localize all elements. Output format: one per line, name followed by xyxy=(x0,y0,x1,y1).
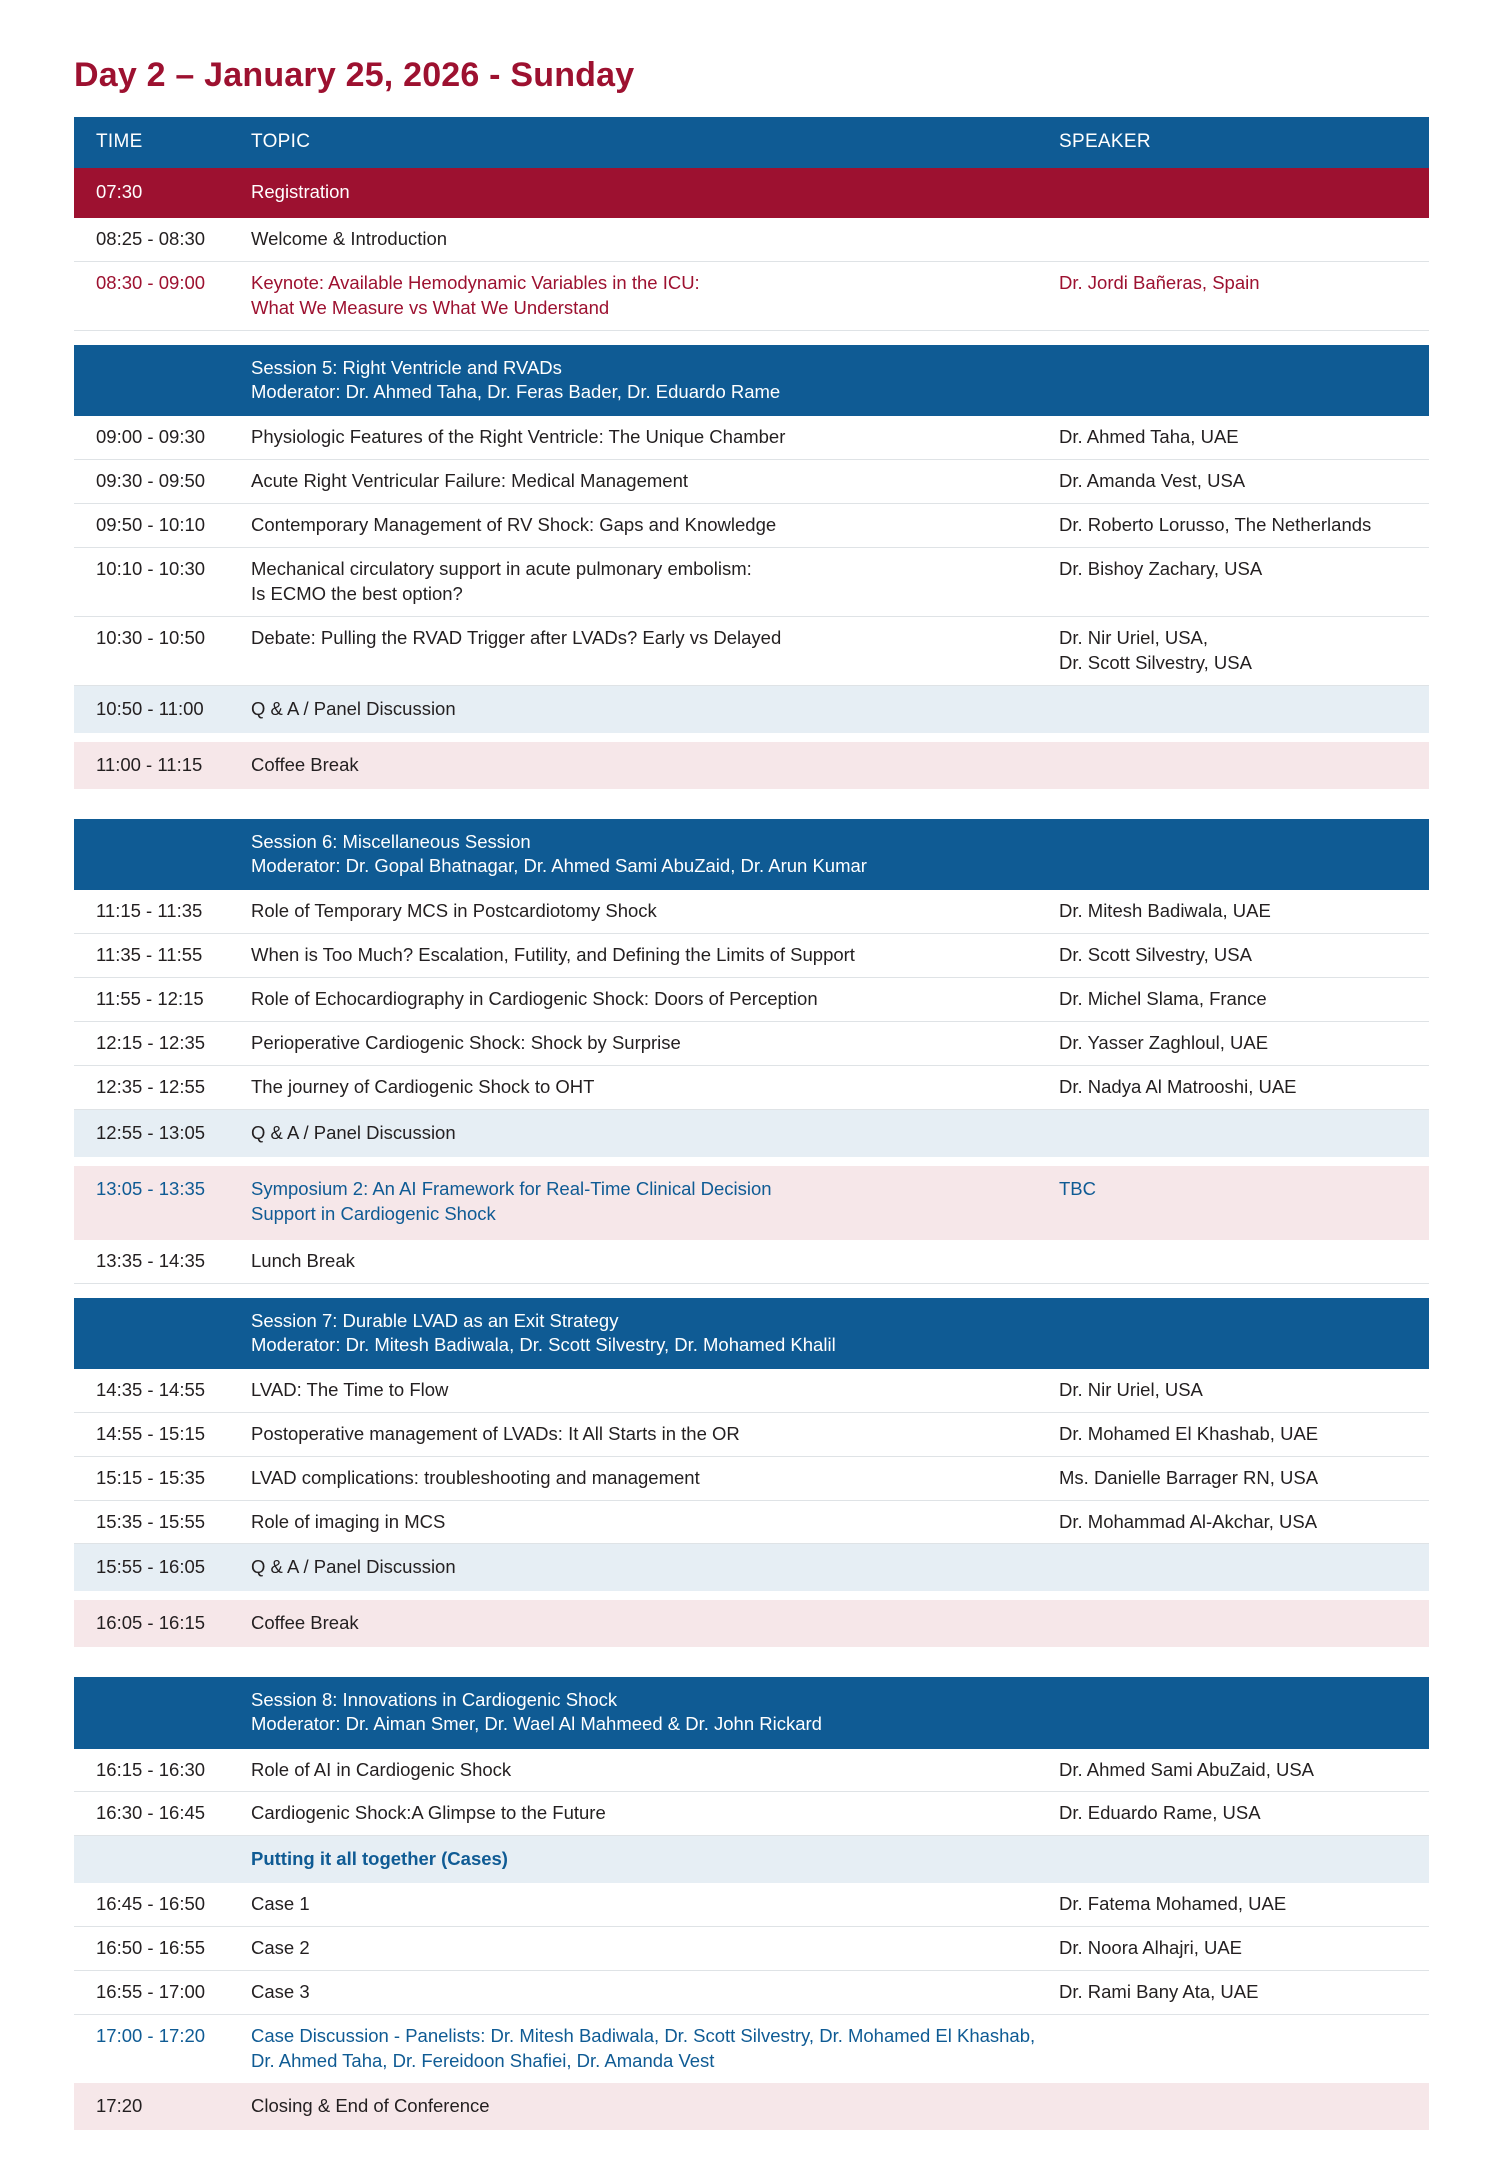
row-topic-line: Role of Temporary MCS in Postcardiotomy Shock xyxy=(251,899,657,921)
row-time: 12:15 - 12:35 xyxy=(74,1021,229,1065)
row-time: 16:15 - 16:30 xyxy=(74,1749,229,1792)
column-header-time: TIME xyxy=(74,117,229,168)
row-topic-line: Closing & End of Conference xyxy=(251,2095,490,2117)
row-time: 16:45 - 16:50 xyxy=(74,1883,229,1926)
table-row xyxy=(74,547,1429,616)
row-topic-line: Q & A / Panel Discussion xyxy=(251,697,456,719)
row-time: 09:30 - 09:50 xyxy=(74,459,229,503)
row-topic-line: Support in Cardiogenic Shock xyxy=(251,1202,496,1224)
row-spacer-cell xyxy=(74,789,1429,819)
session-band-row xyxy=(74,1677,1429,1748)
row-time: 16:50 - 16:55 xyxy=(74,1927,229,1971)
row-time: 11:15 - 11:35 xyxy=(74,890,229,933)
row-speaker xyxy=(1049,1412,1429,1456)
table-row xyxy=(74,1412,1429,1456)
row-topic xyxy=(229,685,1049,732)
row-spacer-cell xyxy=(74,733,1429,742)
row-spacer xyxy=(74,1647,1429,1677)
row-topic xyxy=(229,890,1049,933)
row-spacer-cell xyxy=(74,1647,1429,1677)
session-moderator: Moderator: Dr. Ahmed Taha, Dr. Feras Bader, Dr. Eduardo Rame xyxy=(251,380,781,402)
row-speaker xyxy=(1049,1883,1429,1926)
row-speaker xyxy=(1049,459,1429,503)
session-band-text xyxy=(229,345,1429,416)
row-topic xyxy=(229,1792,1049,1836)
row-spacer-cell xyxy=(74,330,1429,345)
table-row xyxy=(74,1500,1429,1544)
row-topic xyxy=(229,616,1049,685)
table-row xyxy=(74,1600,1429,1647)
row-topic xyxy=(229,1166,1049,1240)
row-speaker xyxy=(1049,1240,1429,1283)
row-topic xyxy=(229,1412,1049,1456)
row-speaker-line: Dr. Scott Silvestry, USA xyxy=(1059,943,1252,965)
session-band-row xyxy=(74,1298,1429,1369)
row-speaker-line: Dr. Michel Slama, France xyxy=(1059,987,1267,1009)
row-spacer-cell xyxy=(74,1157,1429,1166)
row-topic xyxy=(229,742,1049,789)
session-band-text xyxy=(229,819,1429,890)
row-speaker xyxy=(1049,890,1429,933)
row-speaker xyxy=(1049,1369,1429,1412)
row-time: 09:50 - 10:10 xyxy=(74,503,229,547)
table-row xyxy=(74,261,1429,330)
row-time: 15:55 - 16:05 xyxy=(74,1544,229,1591)
row-time: 13:05 - 13:35 xyxy=(74,1166,229,1240)
row-time: 15:35 - 15:55 xyxy=(74,1500,229,1544)
row-topic-line: Q & A / Panel Discussion xyxy=(251,1121,456,1143)
row-topic-line: Case 3 xyxy=(251,1981,310,2003)
row-topic xyxy=(229,1927,1049,1971)
session-title: Session 6: Miscellaneous Session xyxy=(251,830,531,852)
row-speaker-line: Dr. Mohamed El Khashab, UAE xyxy=(1059,1422,1319,1444)
row-topic xyxy=(229,547,1049,616)
row-spacer-cell xyxy=(74,1283,1429,1298)
row-topic xyxy=(229,1240,1049,1283)
row-topic-line: Contemporary Management of RV Shock: Gaps and Knowledge xyxy=(251,513,777,535)
session-band-row xyxy=(74,345,1429,416)
row-topic xyxy=(229,977,1049,1021)
row-topic xyxy=(229,261,1049,330)
row-time: 11:55 - 12:15 xyxy=(74,977,229,1021)
row-topic-line: Acute Right Ventricular Failure: Medical Management xyxy=(251,469,689,491)
session-moderator: Moderator: Dr. Mitesh Badiwala, Dr. Scott Silvestry, Dr. Mohamed Khalil xyxy=(251,1333,836,1355)
session-moderator: Moderator: Dr. Aiman Smer, Dr. Wael Al Mahmeed & Dr. John Rickard xyxy=(251,1713,822,1735)
row-speaker-line: Dr. Amanda Vest, USA xyxy=(1059,469,1246,491)
row-topic-line: Welcome & Introduction xyxy=(251,227,448,249)
row-speaker-line: Ms. Danielle Barrager RN, USA xyxy=(1059,1466,1319,1488)
table-row xyxy=(74,1883,1429,1926)
table-row xyxy=(74,1749,1429,1792)
row-topic xyxy=(229,1369,1049,1412)
table-row xyxy=(74,977,1429,1021)
table-row xyxy=(74,459,1429,503)
table-row xyxy=(74,616,1429,685)
row-spacer-cell xyxy=(74,1591,1429,1600)
row-speaker xyxy=(1049,1600,1429,1647)
row-topic-line: Role of imaging in MCS xyxy=(251,1510,446,1532)
row-speaker xyxy=(1049,742,1429,789)
row-speaker-line: Dr. Nir Uriel, USA xyxy=(1059,1378,1203,1400)
row-topic xyxy=(229,1065,1049,1109)
row-topic-line: Mechanical circulatory support in acute pulmonary embolism: xyxy=(251,557,752,579)
table-row xyxy=(74,1544,1429,1591)
row-time: 10:30 - 10:50 xyxy=(74,616,229,685)
row-topic-line: Coffee Break xyxy=(251,1612,359,1634)
row-topic-line: Debate: Pulling the RVAD Trigger after LVADs? Early vs Delayed xyxy=(251,626,782,648)
session-band-spacer xyxy=(74,345,229,416)
row-speaker-line: Dr. Rami Bany Ata, UAE xyxy=(1059,1981,1259,2003)
row-speaker xyxy=(1049,1456,1429,1500)
row-speaker xyxy=(1049,1021,1429,1065)
row-time: 08:25 - 08:30 xyxy=(74,218,229,261)
table-row xyxy=(74,1021,1429,1065)
table-row xyxy=(74,416,1429,459)
row-time: 12:35 - 12:55 xyxy=(74,1065,229,1109)
table-row xyxy=(74,168,1429,218)
row-topic xyxy=(229,1109,1049,1156)
column-header-topic: TOPIC xyxy=(229,117,1049,168)
row-spacer xyxy=(74,1157,1429,1166)
row-time: 10:50 - 11:00 xyxy=(74,685,229,732)
session-band-spacer xyxy=(74,1298,229,1369)
table-row xyxy=(74,685,1429,732)
page-title: Day 2 – January 25, 2026 - Sunday xyxy=(74,56,635,94)
row-speaker xyxy=(1049,1971,1429,2015)
session-title: Session 5: Right Ventricle and RVADs xyxy=(251,356,562,378)
row-speaker xyxy=(1049,2015,1429,2083)
row-topic-line: Perioperative Cardiogenic Shock: Shock by Surprise xyxy=(251,1031,681,1053)
row-speaker xyxy=(1049,1500,1429,1544)
row-speaker xyxy=(1049,503,1429,547)
row-speaker xyxy=(1049,616,1429,685)
row-spacer xyxy=(74,1283,1429,1298)
table-row xyxy=(74,1971,1429,2015)
row-topic xyxy=(229,2015,1049,2083)
session-title: Session 7: Durable LVAD as an Exit Strategy xyxy=(251,1309,619,1331)
row-topic xyxy=(229,1836,1049,1883)
row-topic-line: Symposium 2: An AI Framework for Real-Time Clinical Decision xyxy=(251,1177,772,1199)
row-speaker-line: Dr. Mitesh Badiwala, UAE xyxy=(1059,899,1271,921)
row-time: 13:35 - 14:35 xyxy=(74,1240,229,1283)
row-spacer xyxy=(74,330,1429,345)
row-topic xyxy=(229,1456,1049,1500)
row-time: 17:20 xyxy=(74,2083,229,2130)
row-speaker-line: Dr. Ahmed Taha, UAE xyxy=(1059,425,1239,447)
session-band-spacer xyxy=(74,819,229,890)
row-time: 16:05 - 16:15 xyxy=(74,1600,229,1647)
row-topic xyxy=(229,503,1049,547)
table-row xyxy=(74,2083,1429,2130)
row-topic xyxy=(229,416,1049,459)
row-topic xyxy=(229,218,1049,261)
row-topic-line: LVAD complications: troubleshooting and management xyxy=(251,1466,700,1488)
row-topic-line: When is Too Much? Escalation, Futility, and Defining the Limits of Support xyxy=(251,943,855,965)
row-spacer xyxy=(74,789,1429,819)
table-row xyxy=(74,933,1429,977)
table-row xyxy=(74,218,1429,261)
row-speaker-line: Dr. Fatema Mohamed, UAE xyxy=(1059,1893,1287,1915)
row-time: 17:00 - 17:20 xyxy=(96,2025,206,2047)
session-band-spacer xyxy=(74,1677,229,1748)
row-speaker xyxy=(1049,547,1429,616)
row-topic-line: Case 2 xyxy=(251,1937,310,1959)
row-topic-line: LVAD: The Time to Flow xyxy=(251,1378,449,1400)
row-topic xyxy=(229,2083,1049,2130)
row-topic xyxy=(229,1544,1049,1591)
row-topic-line: What We Measure vs What We Understand xyxy=(251,296,610,318)
row-time: 16:30 - 16:45 xyxy=(74,1792,229,1836)
row-topic xyxy=(229,459,1049,503)
table-row xyxy=(74,2015,1429,2083)
table-row xyxy=(74,503,1429,547)
row-speaker xyxy=(1049,1109,1429,1156)
table-row xyxy=(74,1166,1429,1240)
row-speaker xyxy=(1049,218,1429,261)
agenda-body xyxy=(74,168,1429,2130)
row-speaker-line: TBC xyxy=(1059,1177,1096,1199)
table-row xyxy=(74,1927,1429,1971)
row-time: 11:00 - 11:15 xyxy=(74,742,229,789)
row-speaker-line: Dr. Jordi Bañeras, Spain xyxy=(1059,271,1260,293)
row-speaker xyxy=(1049,977,1429,1021)
table-row xyxy=(74,1109,1429,1156)
row-speaker-line: Dr. Nadya Al Matrooshi, UAE xyxy=(1059,1075,1297,1097)
table-row xyxy=(74,742,1429,789)
row-speaker-line: Dr. Bishoy Zachary, USA xyxy=(1059,557,1263,579)
row-topic-line: Q & A / Panel Discussion xyxy=(251,1556,456,1578)
table-header-row xyxy=(74,117,1429,168)
row-time: 10:10 - 10:30 xyxy=(74,547,229,616)
row-speaker-line: Dr. Mohammad Al-Akchar, USA xyxy=(1059,1510,1318,1532)
agenda-table xyxy=(74,117,1429,2130)
row-topic-line: Lunch Break xyxy=(251,1249,355,1271)
row-time: 12:55 - 13:05 xyxy=(74,1109,229,1156)
row-topic-line: Cardiogenic Shock:A Glimpse to the Future xyxy=(251,1802,606,1824)
row-speaker-line: Dr. Roberto Lorusso, The Netherlands xyxy=(1059,513,1372,535)
table-row xyxy=(74,1240,1429,1283)
row-topic-line: Is ECMO the best option? xyxy=(251,582,463,604)
row-speaker-line: Dr. Yasser Zaghloul, UAE xyxy=(1059,1031,1269,1053)
table-row xyxy=(74,1792,1429,1836)
row-speaker-line: Dr. Nir Uriel, USA, xyxy=(1059,626,1209,648)
row-topic-line: Case 1 xyxy=(251,1893,310,1915)
row-topic-line: Role of AI in Cardiogenic Shock xyxy=(251,1758,512,1780)
table-row xyxy=(74,890,1429,933)
row-time: 07:30 xyxy=(74,168,229,218)
row-time: 14:35 - 14:55 xyxy=(74,1369,229,1412)
row-topic xyxy=(229,1971,1049,2015)
row-speaker-line: Dr. Scott Silvestry, USA xyxy=(1059,651,1252,673)
row-topic-line: Postoperative management of LVADs: It All Starts in the OR xyxy=(251,1422,740,1444)
row-speaker-line: Dr. Eduardo Rame, USA xyxy=(1059,1802,1261,1824)
row-time: 16:55 - 17:00 xyxy=(74,1971,229,2015)
row-time: 15:15 - 15:35 xyxy=(74,1456,229,1500)
row-topic-line: The journey of Cardiogenic Shock to OHT xyxy=(251,1075,595,1097)
row-speaker xyxy=(1049,261,1429,330)
row-spacer xyxy=(74,1591,1429,1600)
row-speaker-line: Dr. Ahmed Sami AbuZaid, USA xyxy=(1059,1758,1315,1780)
row-time xyxy=(74,1836,229,1883)
row-topic-line: Dr. Ahmed Taha, Dr. Fereidoon Shafiei, Dr. Amanda Vest xyxy=(251,2050,715,2072)
row-speaker xyxy=(1049,1544,1429,1591)
row-speaker xyxy=(1049,1749,1429,1792)
row-speaker xyxy=(1049,1065,1429,1109)
row-topic xyxy=(229,933,1049,977)
row-speaker xyxy=(1049,1792,1429,1836)
row-speaker xyxy=(1049,416,1429,459)
row-topic-line: Case Discussion - Panelists: Dr. Mitesh Badiwala, Dr. Scott Silvestry, Dr. Mohamed El Khashab, xyxy=(251,2025,1036,2047)
row-speaker xyxy=(1049,1836,1429,1883)
table-row xyxy=(74,1836,1429,1883)
row-topic xyxy=(229,1883,1049,1926)
row-time: 08:30 - 09:00 xyxy=(74,261,229,330)
row-time: 11:35 - 11:55 xyxy=(74,933,229,977)
row-topic xyxy=(229,1021,1049,1065)
row-topic-line: Registration xyxy=(251,181,350,202)
session-band-text xyxy=(229,1677,1429,1748)
session-title: Session 8: Innovations in Cardiogenic Shock xyxy=(251,1689,618,1711)
row-speaker-line: Dr. Noora Alhajri, UAE xyxy=(1059,1937,1243,1959)
row-speaker xyxy=(1049,2083,1429,2130)
row-topic xyxy=(229,1500,1049,1544)
session-moderator: Moderator: Dr. Gopal Bhatnagar, Dr. Ahmed Sami AbuZaid, Dr. Arun Kumar xyxy=(251,854,867,876)
table-row xyxy=(74,1456,1429,1500)
row-topic xyxy=(229,168,1049,218)
row-topic xyxy=(229,1600,1049,1647)
row-topic-line: Role of Echocardiography in Cardiogenic Shock: Doors of Perception xyxy=(251,987,818,1009)
row-topic-line: Keynote: Available Hemodynamic Variables in the ICU: xyxy=(251,271,700,293)
row-time: 14:55 - 15:15 xyxy=(74,1412,229,1456)
row-speaker xyxy=(1049,168,1429,218)
column-header-speaker: SPEAKER xyxy=(1049,117,1429,168)
row-speaker xyxy=(1049,1927,1429,1971)
row-topic xyxy=(229,1749,1049,1792)
row-topic-line: Putting it all together (Cases) xyxy=(251,1848,508,1870)
row-topic-line: Physiologic Features of the Right Ventricle: The Unique Chamber xyxy=(251,425,786,447)
row-spacer xyxy=(74,733,1429,742)
row-speaker xyxy=(1049,1166,1429,1240)
session-band-text xyxy=(229,1298,1429,1369)
row-time: 09:00 - 09:30 xyxy=(74,416,229,459)
table-row xyxy=(74,1065,1429,1109)
session-band-row xyxy=(74,819,1429,890)
row-topic-line: Coffee Break xyxy=(251,753,359,775)
table-row xyxy=(74,1369,1429,1412)
row-speaker xyxy=(1049,933,1429,977)
row-speaker xyxy=(1049,685,1429,732)
